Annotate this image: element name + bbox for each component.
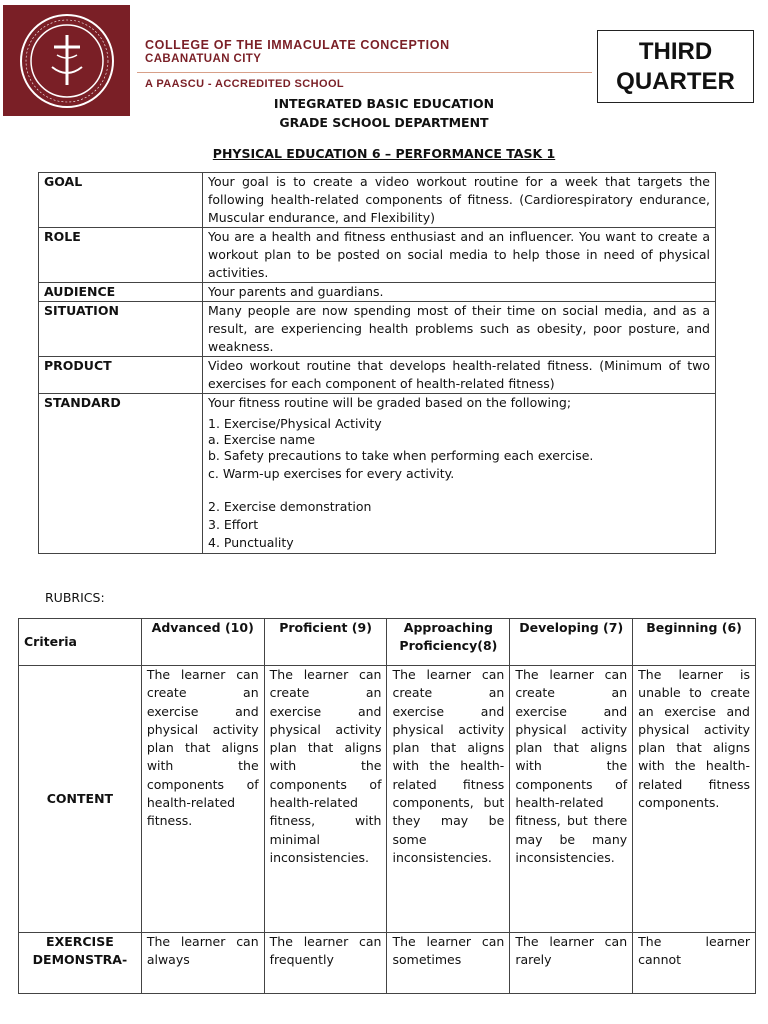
grasps-key: PRODUCT <box>39 357 203 394</box>
rubric-header: Developing (7) <box>510 619 633 666</box>
grasps-row-goal <box>39 173 716 228</box>
rubric-cell: The learner can create an exercise and physical activity plan that aligns with the components of health-related fitness, but there may be many inconsistencies. <box>510 666 633 933</box>
rubric-cell: The learner can create an exercise and physical activity plan that aligns with the components of health-related fitness, with minimal inconsistencies. <box>264 666 387 933</box>
standard-item-1a: a. Exercise name <box>208 432 316 447</box>
rubric-cell: The learner can always <box>141 933 264 994</box>
rubrics-label: RUBRICS: <box>45 590 105 605</box>
standard-item-3: 3. Effort <box>208 517 259 532</box>
rubric-cell: The learner can create an exercise and physical activity plan that aligns with the health-related fitness components, but they may be some inconsistencies. <box>387 666 510 933</box>
rubric-header: Approaching Proficiency(8) <box>387 619 510 666</box>
grasps-row-standard <box>39 394 716 554</box>
grasps-row-product <box>39 357 716 394</box>
standard-intro: Your fitness routine will be graded based on the following; <box>208 395 572 410</box>
grasps-table <box>38 172 716 554</box>
grasps-row-audience <box>39 283 716 302</box>
rubric-header: Criteria <box>19 619 142 666</box>
grasps-key: STANDARD <box>39 394 203 554</box>
rubric-criteria: EXERCISE DEMONSTRA- <box>19 933 142 994</box>
standard-item-4: 4. Punctuality <box>208 535 294 550</box>
accreditation-text: A PAASCU - ACCREDITED SCHOOL <box>145 78 345 90</box>
rubric-header: Advanced (10) <box>141 619 264 666</box>
school-city: CABANATUAN CITY <box>145 53 262 65</box>
header-divider <box>137 72 592 73</box>
grasps-key: AUDIENCE <box>39 283 203 302</box>
rubric-cell: The learner can create an exercise and physical activity plan that aligns with the components of health-related fitness. <box>141 666 264 933</box>
rubric-cell: The learner is unable to create an exercise and physical activity plan that aligns with the health-related fitness components. <box>633 666 756 933</box>
department-line-1: INTEGRATED BASIC EDUCATION <box>273 96 495 111</box>
rubric-cell: The learner can frequently <box>264 933 387 994</box>
rubric-table <box>18 618 756 994</box>
grasps-value: Video workout routine that develops health-related fitness. (Minimum of two exercises for each component of health-related fitness) <box>203 357 716 394</box>
grasps-row-situation <box>39 302 716 357</box>
department-line-2: GRADE SCHOOL DEPARTMENT <box>279 115 489 130</box>
standard-item-1b: b. Safety precautions to take when performing each exercise. <box>208 448 594 463</box>
standard-gap <box>208 483 710 493</box>
quarter-box <box>597 30 754 103</box>
quarter-line-1: THIRD <box>638 37 713 65</box>
standard-item-2: 2. Exercise demonstration <box>208 499 372 514</box>
rubric-row-exercise-demonstration <box>19 933 756 994</box>
rubric-cell: The learner can sometimes <box>387 933 510 994</box>
quarter-line-2: QUARTER <box>616 67 735 95</box>
grasps-value: You are a health and fitness enthusiast and an influencer. You want to create a workout plan to be posted on social media to help those in need of physical activities. <box>203 228 716 283</box>
grasps-row-role <box>39 228 716 283</box>
grasps-key: GOAL <box>39 173 203 228</box>
standard-item-1c: c. Warm-up exercises for every activity. <box>208 466 455 481</box>
rubric-header: Proficient (9) <box>264 619 387 666</box>
rubric-cell: The learner can rarely <box>510 933 633 994</box>
rubric-criteria: CONTENT <box>19 666 142 933</box>
grasps-value: Your goal is to create a video workout routine for a week that targets the following health-related components of fitness. (Cardiorespiratory endurance, Muscular endurance, and Flexibility) <box>203 173 716 228</box>
grasps-key: ROLE <box>39 228 203 283</box>
school-name: COLLEGE OF THE IMMACULATE CONCEPTION <box>145 38 450 52</box>
grasps-value: Many people are now spending most of their time on social media, and as a result, are experiencing health problems such as obesity, poor posture, and weakness. <box>203 302 716 357</box>
rubric-header-row <box>19 619 756 666</box>
grasps-value: Your parents and guardians. <box>203 283 716 302</box>
task-title: PHYSICAL EDUCATION 6 – PERFORMANCE TASK 1 <box>212 146 556 161</box>
grasps-key: SITUATION <box>39 302 203 357</box>
standard-item-1: 1. Exercise/Physical Activity <box>208 416 382 431</box>
rubric-row-content <box>19 666 756 933</box>
standard-list <box>203 394 716 554</box>
rubric-cell: The learner cannot <box>633 933 756 994</box>
rubric-header: Beginning (6) <box>633 619 756 666</box>
